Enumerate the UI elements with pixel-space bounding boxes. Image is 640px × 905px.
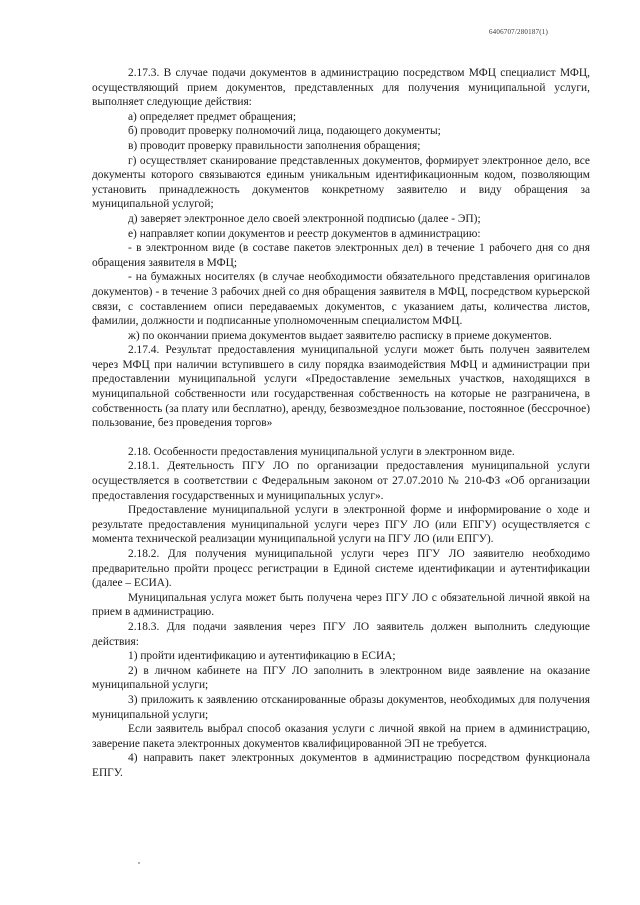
list-item-v: в) проводит проверку правильности заполнения обращения; bbox=[128, 139, 421, 152]
document-body bbox=[92, 66, 590, 781]
paragraph-2-17-4: 2.17.4. Результат предоставления муниципальной услуги может быть получен заявителем через МФЦ при наличии вступившего в силу порядка взаимодействия МФЦ и администрации при предоставлении муниципальной услуги «Предоставление земельных участков, находящихся в муниципальной собственности или государственная собственность на которые не разграничена, в собственность (за плату или бесплатно), аренду, безвозмездное пользование, постоянное (бессрочное) пользование, без проведения торгов» bbox=[92, 344, 590, 430]
section-gap bbox=[92, 431, 590, 445]
list-item-2: 2) в личном кабинете на ПГУ ЛО заполнить в электронном виде заявление на оказание муниципальной услуги; bbox=[92, 664, 590, 692]
list-item-a: а) определяет предмет обращения; bbox=[128, 110, 296, 123]
list-item-g: г) осуществляет сканирование представленных документов, формирует электронное дело, все документы которого связываются единым уникальным идентификационным кодом, позволяющим установить принадлежность документов конкретному заявителю и виду обращения за муниципальной услугой; bbox=[92, 154, 590, 211]
list-item-3: 3) приложить к заявлению отсканированные образы документов, необходимых для получения муниципальной услуги; bbox=[92, 693, 590, 721]
paragraph-2-17-3: 2.17.3. В случае подачи документов в администрацию посредством МФЦ специалист МФЦ, осуществляющий прием документов, представленных для получения муниципальной услуги, выполняет следующие действия: bbox=[92, 67, 590, 109]
paragraph-no-signature: Если заявитель выбрал способ оказания услуги с личной явкой на прием в администрацию, заверение пакета электронных документов квалифицированной ЭП не требуется. bbox=[92, 723, 590, 750]
list-item-b: б) проводит проверку полномочий лица, подающего документы; bbox=[128, 125, 441, 138]
list-item-1: 1) пройти идентификацию и аутентификацию в ЕСИА; bbox=[128, 650, 396, 663]
scan-mark bbox=[138, 862, 140, 864]
list-item-4: 4) направить пакет электронных документов в администрацию посредством функционала ЕПГУ. bbox=[92, 752, 590, 779]
list-item-d: д) заверяет электронное дело своей электронной подписью (далее - ЭП); bbox=[128, 212, 481, 225]
list-item-e: е) направляет копии документов и реестр документов в администрацию: bbox=[128, 227, 481, 240]
paragraph-2-18-3: 2.18.3. Для подачи заявления через ПГУ ЛО заявитель должен выполнить следующие действия: bbox=[92, 620, 590, 648]
list-item-zh: ж) по окончании приема документов выдает заявителю расписку в приеме документов. bbox=[128, 329, 552, 342]
paragraph-electronic-form: Предоставление муниципальной услуги в электронной форме и информирование о ходе и результате предоставления муниципальной услуги через ПГУ ЛО (или ЕПГУ) осуществляется с момента технической реализации муниципальной услуги на ПГУ ЛО (или ЕПГУ). bbox=[92, 504, 590, 546]
section-heading-2-18: 2.18. Особенности предоставления муниципальной услуги в электронном виде. bbox=[128, 445, 515, 458]
list-item-electronic: - в электронном виде (в составе пакетов электронных дел) в течение 1 рабочего дня со дня обращения заявителя в МФЦ; bbox=[92, 242, 590, 269]
paragraph-personal-visit: Муниципальная услуга может быть получена через ПГУ ЛО с обязательной личной явкой на прием в администрацию. bbox=[92, 591, 590, 619]
paragraph-2-18-2: 2.18.2. Для получения муниципальной услуги через ПГУ ЛО заявителю необходимо предварительно пройти процесс регистрации в Единой системе идентификации и аутентификации (далее – ЕСИА). bbox=[92, 548, 590, 590]
paragraph-2-18-1: 2.18.1. Деятельность ПГУ ЛО по организации предоставления муниципальной услуги осуществляется в соответствии с Федеральным законом от 27.07.2010 № 210-ФЗ «Об организации предоставления государственных и муниципальных услуг». bbox=[92, 460, 590, 502]
document-id: 6406707/280187(1) bbox=[488, 28, 548, 36]
list-item-paper: - на бумажных носителях (в случае необходимости обязательного представления оригиналов документов) - в течение 3 рабочих дней со дня обращения заявителя в МФЦ, посредством курьерской связи, с составлением описи передаваемых документов, с указанием даты, количества листов, фамилии, должности и подписанные уполномоченным специалистом МФЦ. bbox=[92, 271, 590, 328]
